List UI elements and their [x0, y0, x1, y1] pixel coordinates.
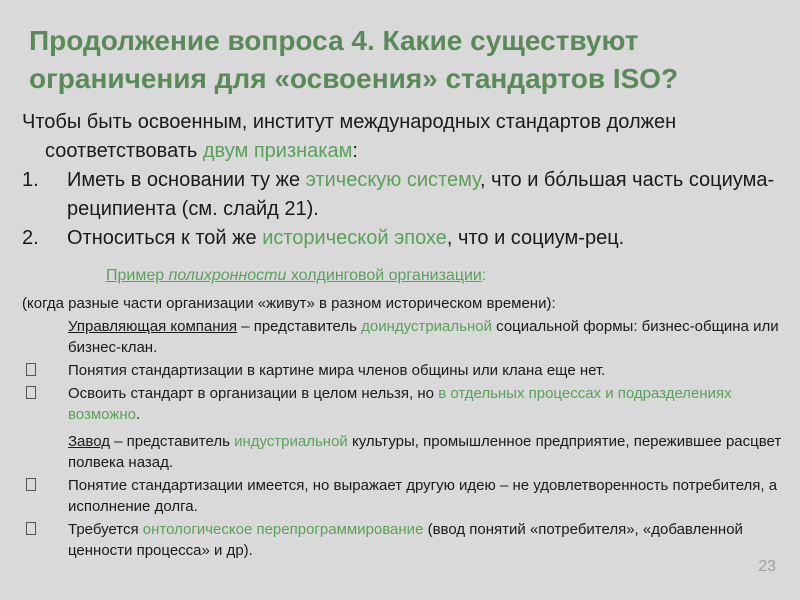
plant-after: культуры, промышленное предприятие, пережившее расцвет полвека назад. [68, 433, 782, 471]
item-text: Иметь в основании ту же [67, 169, 306, 191]
slide-number: 23 [758, 558, 776, 575]
intro-paragraph [22, 108, 792, 166]
intro-highlight: двум признакам [202, 140, 353, 162]
management-before: – представитель [237, 318, 362, 335]
intro-tail: : [352, 140, 358, 162]
management-after: социальной формы: бизнес-община или бизнес-клан. [68, 318, 779, 356]
bullet-item [22, 360, 792, 381]
main-body [22, 108, 792, 253]
numbered-item-2 [22, 224, 792, 253]
plant-label: Завод [68, 433, 110, 450]
item-text: Относиться к той же [67, 227, 263, 249]
example-prefix: Пример [106, 267, 169, 284]
bullet-text: Освоить стандарт в организации в целом нельзя, но [68, 385, 439, 402]
item-text-after: , что и социум-рец. [446, 227, 625, 249]
item-number: 1. [22, 169, 39, 191]
management-label: Управляющая компания [68, 318, 238, 335]
item-highlight: этическую систему [305, 169, 481, 191]
bullet-text-after: (ввод понятий «потребителя», «добавленной ценности процесса» и др). [68, 521, 743, 559]
example-suffix: холдинговой организации [286, 267, 482, 284]
item-text-after: , что и бóльшая часть социума-реципиента (см. слайд 21). [67, 169, 775, 220]
bullet-text-after: . [136, 406, 141, 423]
plant-row [22, 431, 792, 473]
checkbox-bullet-icon [26, 386, 36, 399]
checkbox-bullet-icon [26, 363, 36, 376]
management-highlight: доиндустриальной [361, 318, 492, 335]
note-text: (когда разные части организации «живут» в разном историческом времени): [22, 295, 556, 312]
item-highlight: исторической эпохе [262, 227, 447, 249]
plant-highlight: индустриальной [234, 433, 348, 450]
example-italic: полихронности [168, 267, 287, 284]
bullet-text: Понятия стандартизации в картине мира членов общины или клана еще нет. [68, 362, 606, 379]
bullet-text: Понятие стандартизации имеется, но выражает другую идею – не удовлетворенность потребителя, а исполнение долга. [68, 477, 778, 515]
details-section [22, 293, 792, 563]
checkbox-bullet-icon [26, 478, 36, 491]
example-colon: : [481, 267, 487, 284]
checkbox-bullet-icon [26, 522, 36, 535]
slide-title: Продолжение вопроса 4. Какие существуют ограничения для «освоения» стандартов ISO? [29, 25, 679, 94]
bullet-highlight: в отдельных процессах и подразделениях возможно [68, 385, 732, 423]
bullet-text: Требуется [68, 521, 143, 538]
management-row [22, 316, 792, 358]
bullet-item [22, 519, 792, 561]
intro-text: Чтобы быть освоенным, институт международных стандартов должен соответствовать [22, 111, 677, 162]
bullet-item [22, 383, 792, 425]
bullet-highlight: онтологическое перепрограммирование [142, 521, 424, 538]
bullet-item [22, 475, 792, 517]
plant-before: – представитель [109, 433, 235, 450]
example-heading [106, 266, 486, 286]
numbered-item-1 [22, 166, 792, 224]
item-number: 2. [22, 227, 39, 249]
